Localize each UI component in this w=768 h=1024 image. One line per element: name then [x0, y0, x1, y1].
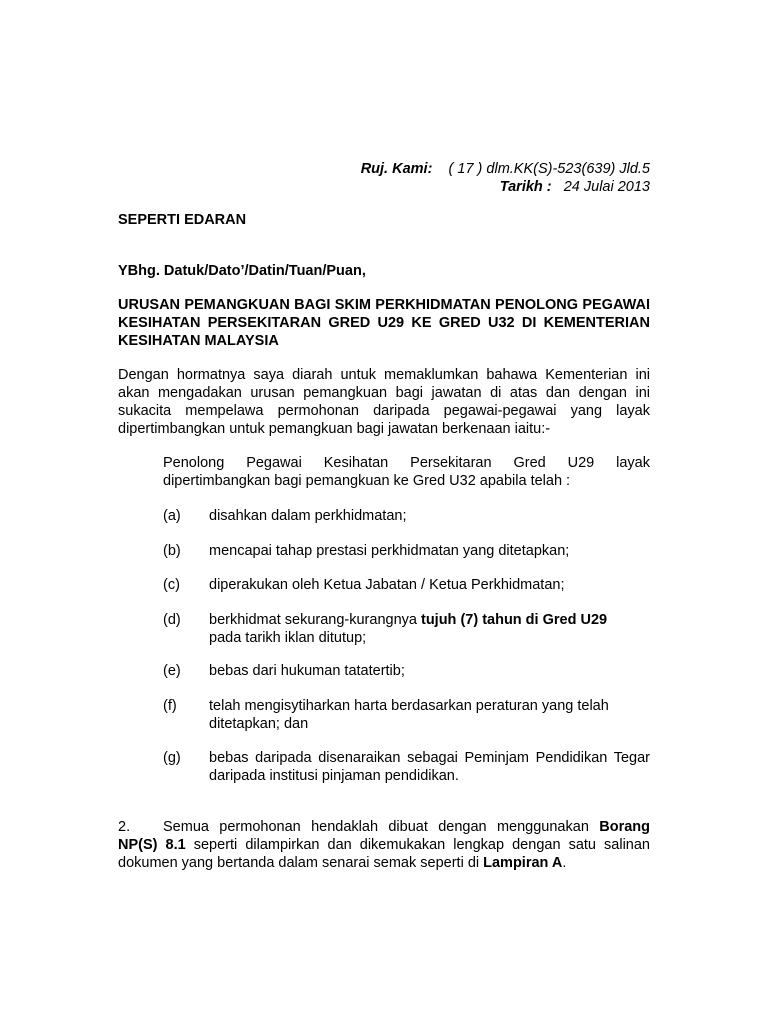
criteria-text: bebas dari hukuman tatatertib; — [209, 663, 405, 679]
criteria-mark: (d) — [163, 612, 181, 628]
criteria-text-after: pada tarikh iklan ditutup; — [209, 630, 367, 646]
tarikh-label: Tarikh : — [499, 179, 552, 195]
appendix-name: Lampiran A — [483, 855, 563, 871]
paragraph-2-text-before: Semua permohonan hendaklah dibuat dengan menggunakan — [163, 819, 600, 835]
ruj-label: Ruj. Kami: — [360, 161, 433, 177]
criteria-mark: (e) — [163, 663, 181, 679]
paragraph-2-text-after: . — [562, 855, 567, 871]
criteria-text: diperakukan oleh Ketua Jabatan / Ketua Perkhidmatan; — [209, 577, 565, 593]
criteria-text: telah mengisytiharkan harta berdasarkan peraturan yang telah ditetapkan; dan — [209, 698, 609, 732]
form-name: Borang NP(S) 8.1 — [118, 819, 650, 853]
criteria-mark: (f) — [163, 698, 177, 714]
reference-number-line — [361, 160, 650, 178]
criteria-text-before: berkhidmat sekurang-kurangnya — [209, 612, 421, 628]
ruj-value: ( 17 ) dlm.KK(S)-523(639) Jld.5 — [448, 161, 650, 177]
date-line — [361, 178, 650, 196]
paragraph-1: Dengan hormatnya saya diarah untuk memaklumkan bahawa Kementerian ini akan mengadakan urusan pemangkuan bagi jawatan di atas dan dengan ini sukacita mempelawa permohonan daripada pegawai-pegawai yang layak dipertimbangkan untuk pemangkuan bagi jawatan berkenaan iaitu:- — [118, 367, 650, 437]
criteria-mark: (c) — [163, 577, 180, 593]
paragraph-2 — [118, 818, 650, 872]
salutation: YBhg. Datuk/Dato’/Datin/Tuan/Puan, — [118, 263, 366, 279]
criteria-intro: Penolong Pegawai Kesihatan Persekitaran Gred U29 layak dipertimbangkan bagi pemangkuan ke Gred U32 apabila telah : — [163, 455, 650, 489]
circular-title: SEPERTI EDARAN — [118, 212, 247, 228]
criteria-text: disahkan dalam perkhidmatan; — [209, 508, 407, 524]
paragraph-2-text-middle: seperti dilampirkan dan dikemukakan lengkap dengan satu salinan dokumen yang bertanda dalam senarai semak seperti di — [118, 837, 650, 871]
criteria-text-bold: tujuh (7) tahun di Gred U29 — [420, 612, 608, 628]
reference-block — [361, 160, 650, 196]
subject-heading: URUSAN PEMANGKUAN BAGI SKIM PERKHIDMATAN PENOLONG PEGAWAI KESIHATAN PERSEKITARAN GRED U29 KE GRED U32 DI KEMENTERIAN KESIHATAN MALAYSIA — [118, 297, 650, 349]
criteria-text: bebas daripada disenaraikan sebagai Peminjam Pendidikan Tegar daripada institusi pinjaman pendidikan. — [209, 750, 650, 784]
tarikh-value: 24 Julai 2013 — [563, 179, 650, 195]
criteria-text: mencapai tahap prestasi perkhidmatan yang ditetapkan; — [209, 543, 570, 559]
criteria-text — [209, 611, 609, 647]
criteria-mark: (a) — [163, 508, 181, 524]
paragraph-number: 2. — [118, 819, 131, 835]
criteria-mark: (g) — [163, 750, 181, 766]
criteria-mark: (b) — [163, 543, 181, 559]
